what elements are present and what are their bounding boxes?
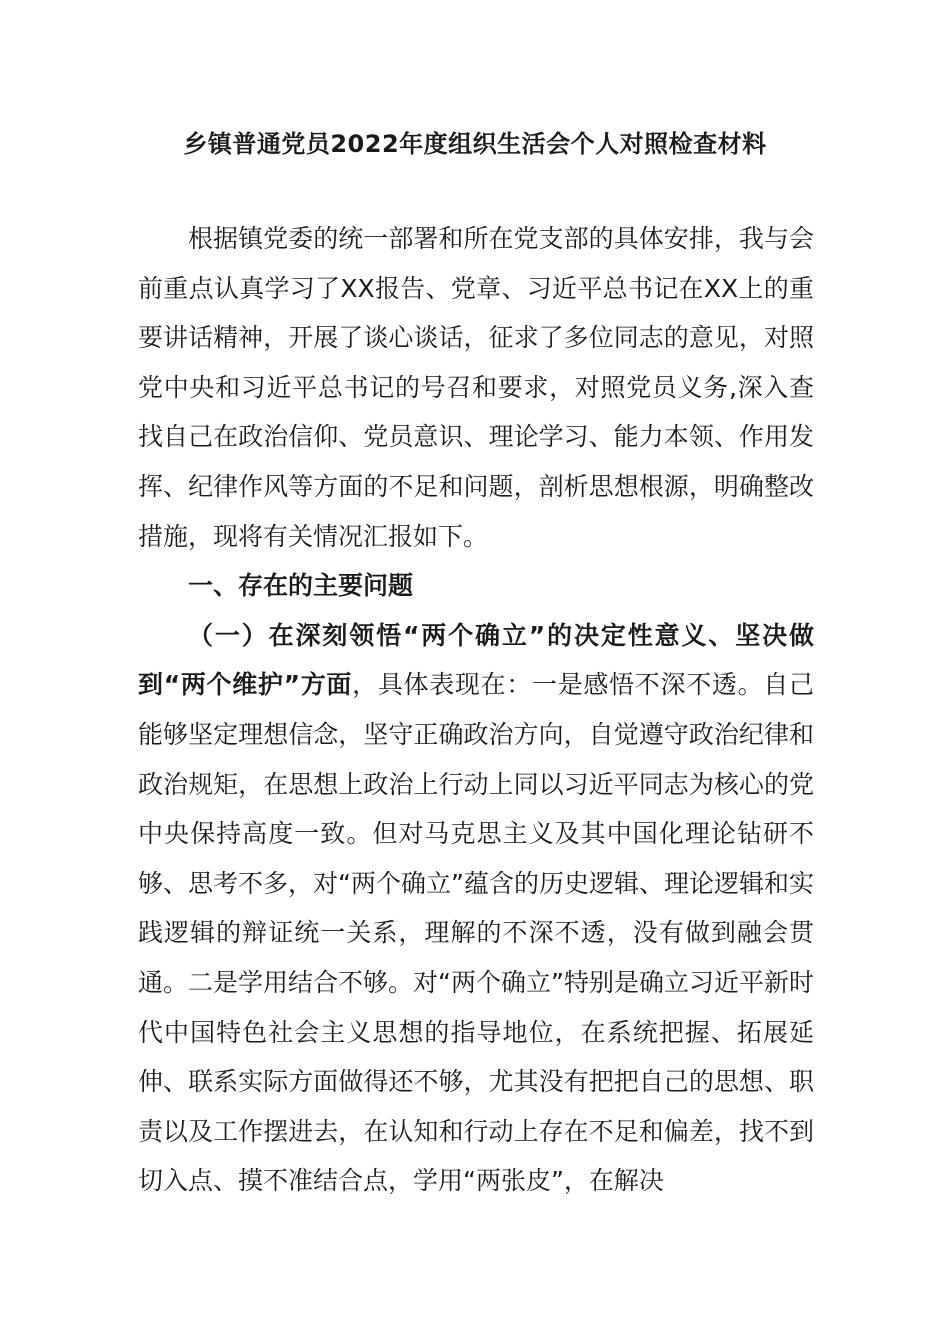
section-heading-main-problems: 一、存在的主要问题 xyxy=(188,571,414,601)
document-body xyxy=(138,214,814,1206)
document-title: 乡镇普通党员2022年度组织生活会个人对照检查材料 xyxy=(183,130,767,158)
subsection-paragraph-1 xyxy=(138,611,814,1206)
intro-paragraph: 根据镇党委的统一部署和所在党支部的具体安排，我与会前重点认真学习了XX报告、党章、习近平总书记在XX上的重要讲话精神，开展了谈心谈话，征求了多位同志的意见，对照党中央和习近平总书记的号召和要求，对照党员义务,深入查找自己在政治信仰、党员意识、理论学习、能力本领、作用发挥、纪律作风等方面的不足和问题，剖析思想根源，明确整改措施，现将有关情况汇报如下。 xyxy=(138,224,814,551)
subsection-heading-1: （一）在深刻领悟“两个确立”的决定性意义、坚决做到“两个维护”方面 xyxy=(138,620,814,700)
subsection-body-1: ，具体表现在：一是感悟不深不透。自己能够坚定理想信念，坚守正确政治方向，自觉遵守政治纪律和政治规矩，在思想上政治上行动上同以习近平同志为核心的党中央保持高度一致。但对马克思主义及其中国化理论钻研不够、思考不多，对“两个确立”蕴含的历史逻辑、理论逻辑和实践逻辑的辩证统一关系，理解的不深不透，没有做到融会贯通。二是学用结合不够。对“两个确立”特别是确立习近平新时代中国特色社会主义思想的指导地位，在系统把握、拓展延伸、联系实际方面做得还不够，尤其没有把把自己的思想、职责以及工作摆进去，在认知和行动上存在不足和偏差，找不到切入点、摸不准结合点，学用“两张皮”，在解决 xyxy=(138,670,814,1196)
